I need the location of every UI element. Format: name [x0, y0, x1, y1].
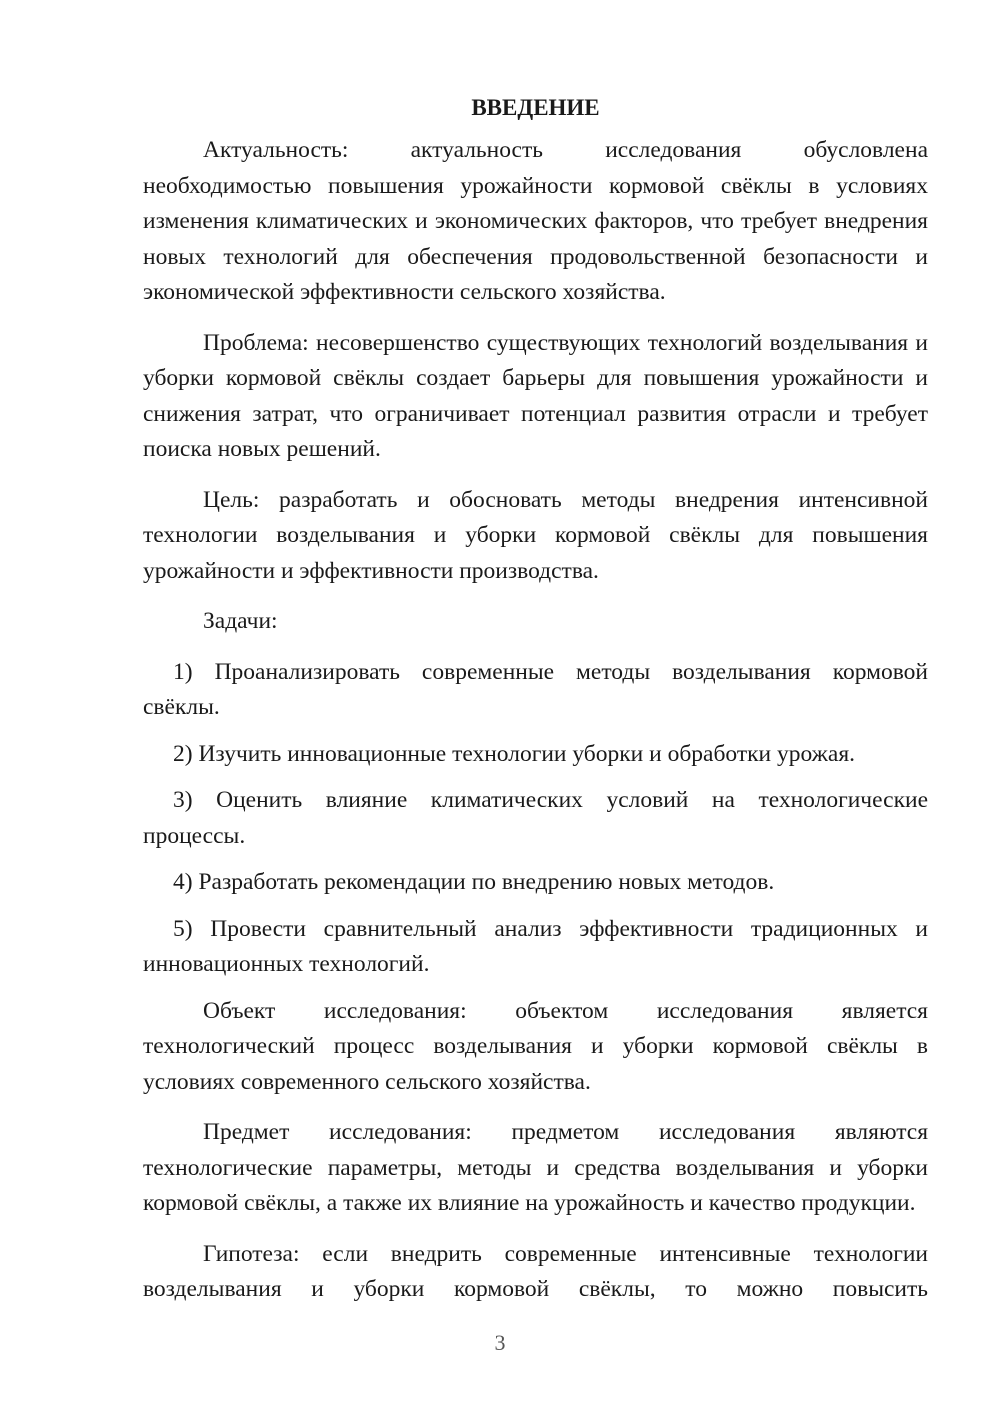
paragraph-object: Объект исследования: объектом исследования является технологический процесс возделывания и уборки кормовой свёклы в условиях современного сельского хозяйства. [143, 997, 928, 1095]
paragraph-hypothesis: Гипотеза: если внедрить современные интенсивные технологии возделывания и уборки кормовой свёклы, то можно повысить [143, 1240, 928, 1302]
task-item-3: 3) Оценить влияние климатических условий на технологические процессы. [143, 787, 928, 849]
task-item-5: 5) Провести сравнительный анализ эффективности традиционных и инновационных технологий. [143, 915, 928, 977]
paragraph-goal: Цель: разработать и обосновать методы внедрения интенсивной технологии возделывания и уборки кормовой свёклы для повышения урожайности и эффективности производства. [143, 486, 928, 584]
task-item-1: 1) Проанализировать современные методы возделывания кормовой свёклы. [143, 658, 928, 720]
page-number: 3 [494, 1330, 506, 1355]
paragraph-subject: Предмет исследования: предметом исследования являются технологические параметры, методы и средства возделывания и уборки кормовой свёклы, а также их влияние на урожайность и качество продукции. [143, 1119, 928, 1216]
task-item-4: 4) Разработать рекомендации по внедрению новых методов. [173, 869, 775, 895]
task-item-2: 2) Изучить инновационные технологии уборки и обработки урожая. [173, 740, 856, 767]
paragraph-problem: Проблема: несовершенство существующих технологий возделывания и уборки кормовой свёклы создает барьеры для повышения урожайности и снижения затрат, что ограничивает потенциал развития отрасли и требует поиска новых решений. [143, 329, 928, 462]
tasks-heading: Задачи: [203, 608, 278, 634]
section-title: ВВЕДЕНИЕ [471, 95, 600, 120]
page-content [143, 88, 928, 1323]
paragraph-relevance: Актуальность: актуальность исследования обусловлена необходимостью повышения урожайности кормовой свёклы в условиях изменения климатических и экономических факторов, что требует внедрения новых технологий для обеспечения продовольственной безопасности и экономической эффективности сельского хозяйства. [143, 137, 928, 305]
